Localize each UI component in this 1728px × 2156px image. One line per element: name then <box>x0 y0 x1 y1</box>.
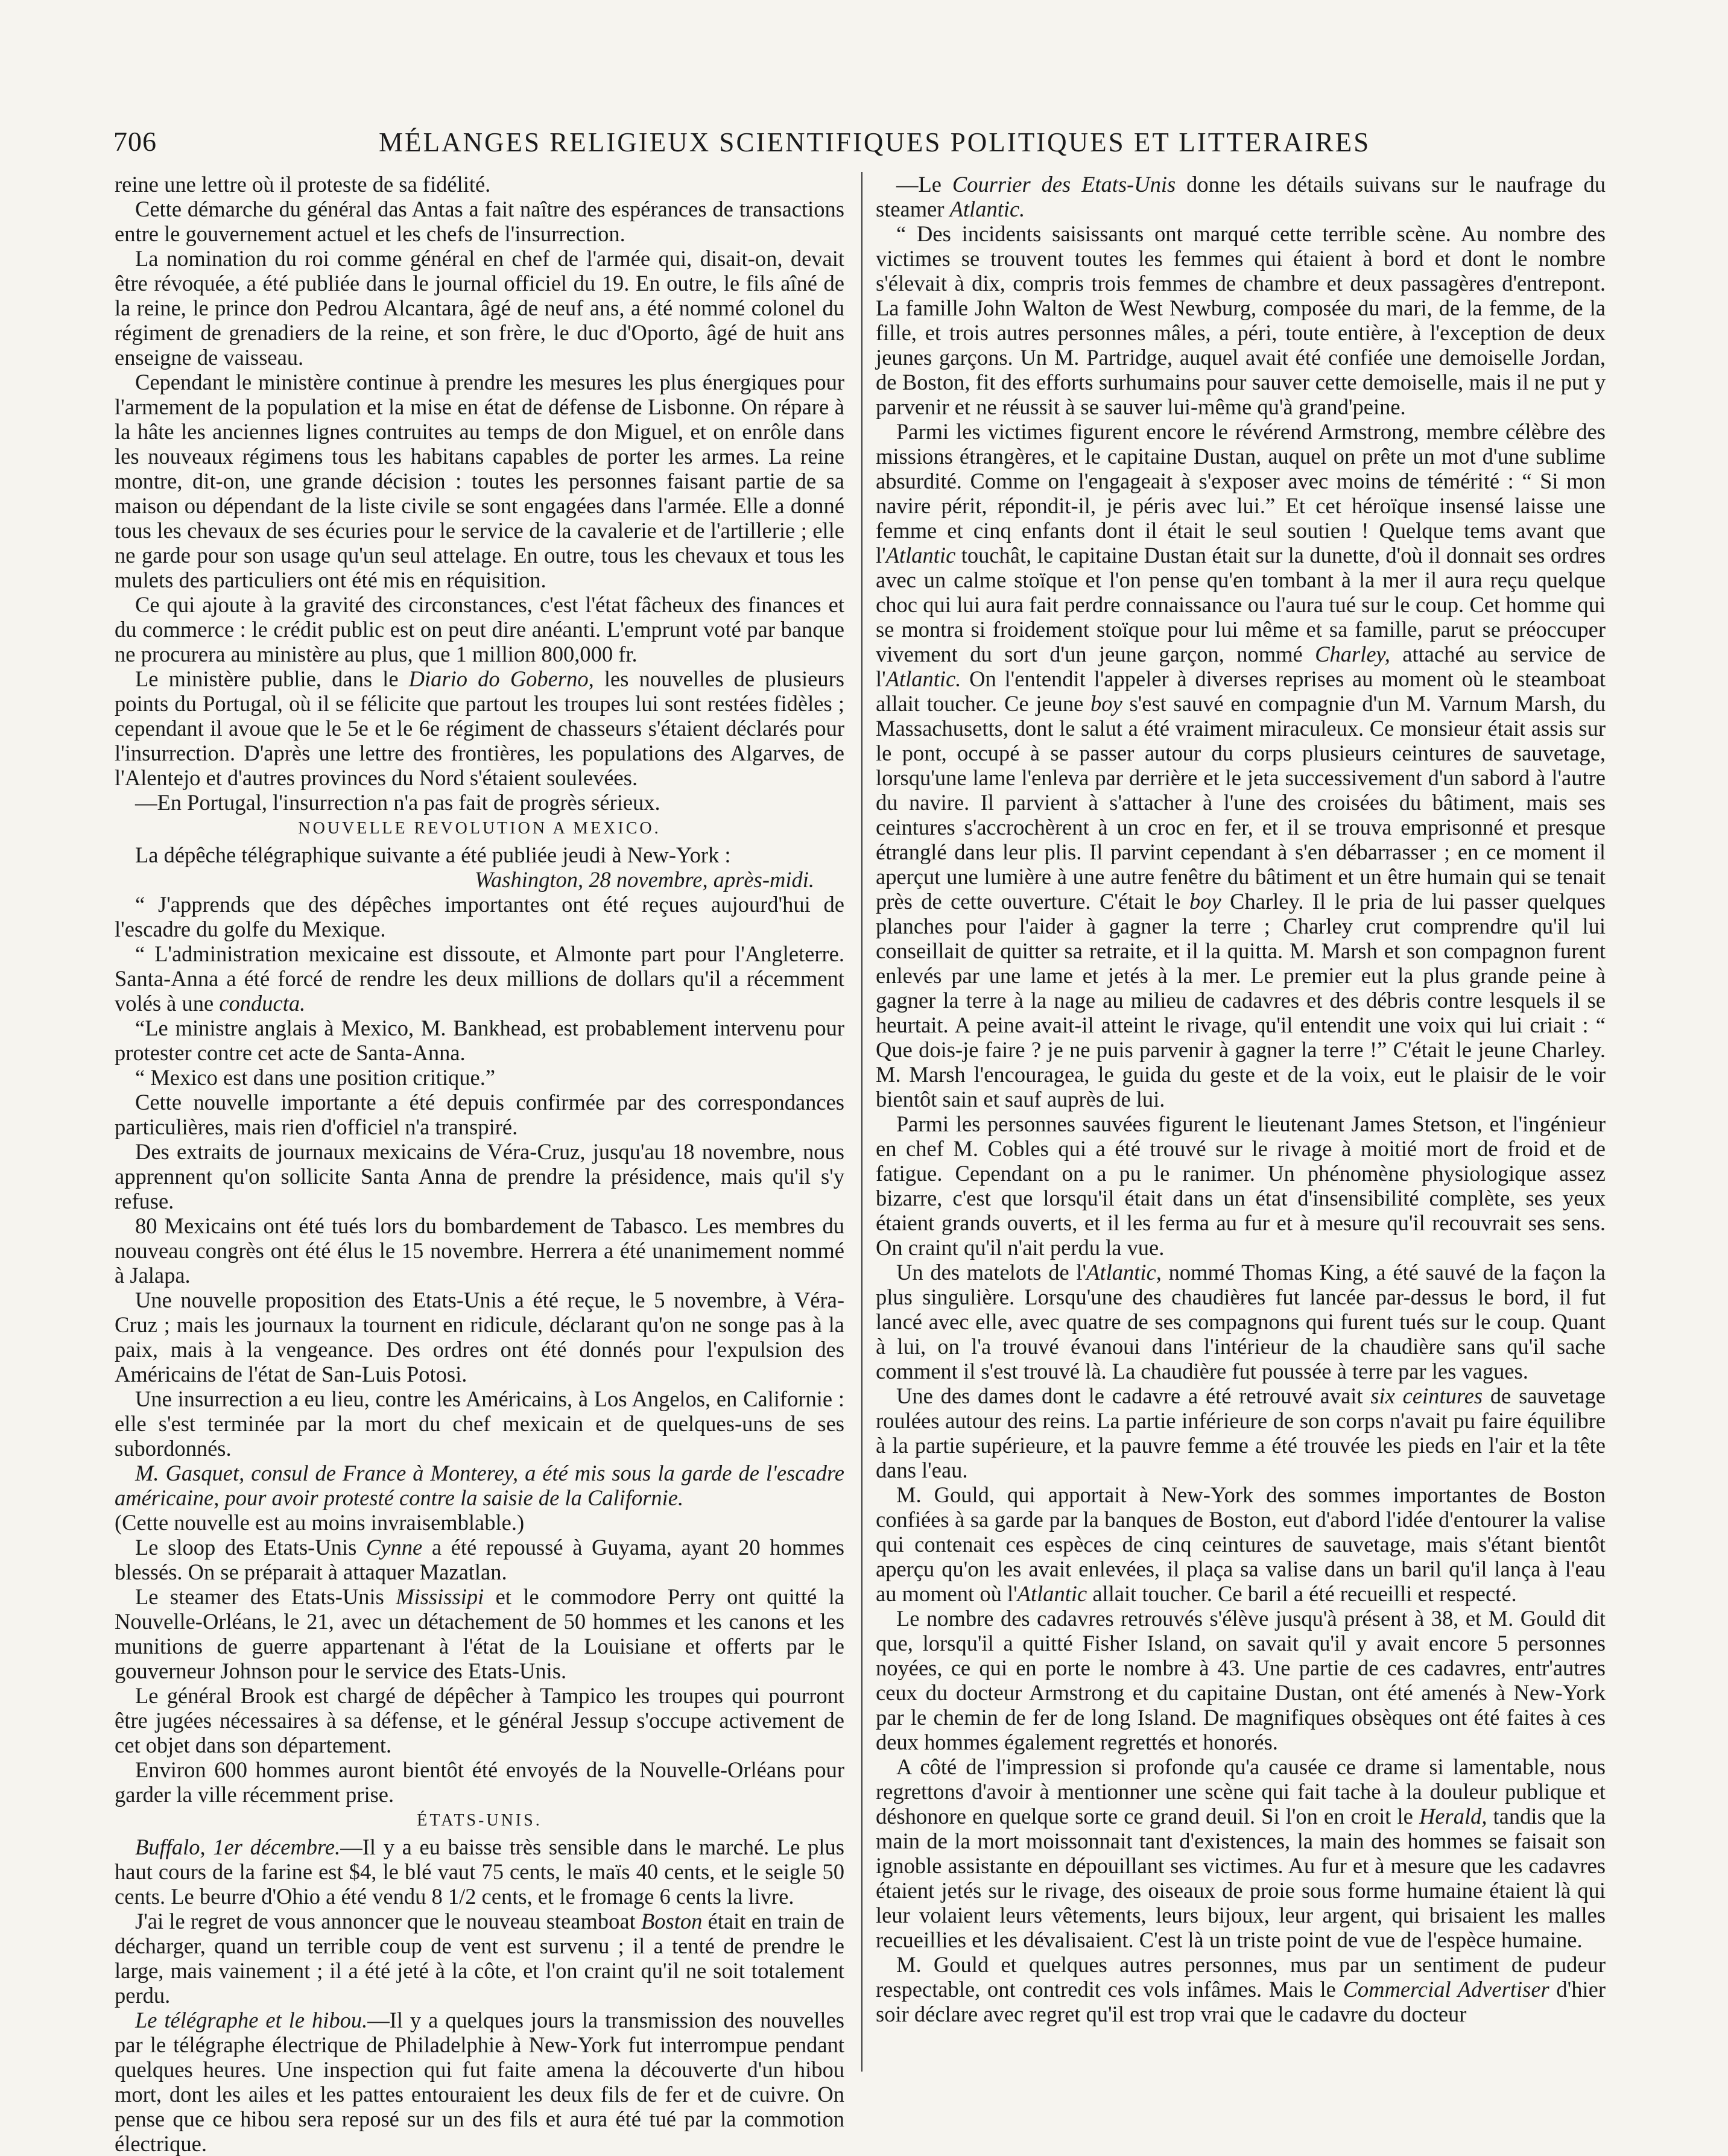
running-title: MÉLANGES RELIGIEUX SCIENTIFIQUES POLITIQUES ET LITTERAIRES <box>379 127 1371 157</box>
left-column <box>115 172 845 2156</box>
paragraph: (Cette nouvelle est au moins invraisemblable.) <box>115 1510 525 1535</box>
paragraph: Cette démarche du général das Antas a fait naître des espérances de transactions entre le gouvernement actuel et les chefs de l'insurrection. <box>115 197 844 246</box>
paragraph: “Le ministre anglais à Mexico, M. Bankhead, est probablement intervenu pour protester contre cet acte de Santa-Anna. <box>115 1016 844 1065</box>
paragraph: Des extraits de journaux mexicains de Véra-Cruz, jusqu'au 18 novembre, nous apprennent qu'on sollicite Santa Anna de prendre la présidence, mais qu'il s'y refuse. <box>115 1139 844 1213</box>
paragraph: Parmi les victimes figurent encore le révérend Armstrong, membre célèbre des missions étrangères, et le capitaine Dustan, auquel on prête un mot d'une sublime absurdité. Comme on l'engageait à s'exposer avec moins de témérité : “ Si mon navire périt, répondit-il, je péris avec lui.” Et cet héroïque insensé laisse une femme et cinq enfants dont il était le seul soutien ! Quelque tems avant que l'Atlantic touchât, le capitaine Dustan était sur la dunette, d'où il donnait ses ordres avec un calme stoïque et l'on pense qu'en tombant à la mer il aura reçu quelque choc qui lui aura fait perdre connaissance ou l'aura tué sur le coup. Cet homme qui se montra si froidement stoïque pour lui même et sa famille, parut se préoccuper vivement du sort d'un jeune garçon, nommé Charley, attaché au service de l'Atlantic. On l'entendit l'appeler à diverses reprises au moment où le steamboat allait toucher. Ce jeune boy s'est sauvé en compagnie d'un M. Varnum Marsh, du Massachusetts, dont le salut a été vraiment miraculeux. Ce monsieur était assis sur le pont, occupé à se passer autour du corps plusieurs ceintures de sauvetage, lorsqu'une lame l'enleva par derrière et le jeta successivement d'un sabord à l'autre du navire. Il parvient à s'attacher à l'une des croisées du bâtiment, mais ses ceintures s'accrochèrent à un croc en fer, et il se trouva emprisonné et presque étranglé dans leur plis. Il parvint cependant à s'en débarrasser ; en ce moment il aperçut une lumière à une autre fenêtre du bâtiment et un être humain qui se tenait près de cette ouverture. C'était le boy Charley. Il le pria de lui passer quelques planches pour l'aider à gagner la terre ; Charley crut comprendre qu'il lui conseillait de quitter sa retraite, et il la quitta. M. Marsh et son compagnon furent enlevés par une lame et jetés à la mer. Le premier eut la plus grande peine à gagner la terre à la nage au milieu de cadavres et des débris contre lesquels il se heurtait. A peine avait-il atteint le rivage, qu'il entendit une voix qui lui criait : “ Que dois-je faire ? je ne puis parvenir à gagner la terre !” C'était le jeune Charley. M. Marsh l'encouragea, le guida du geste et de la voix, eut le plaisir de le voir bientôt sain et sauf auprès de lui. <box>876 419 1606 1111</box>
paragraph: Le télégraphe et le hibou.—Il y a quelques jours la transmission des nouvelles par le télégraphe électrique de Philadelphie à New-York fut interrompue pendant quelques heures. Une inspection qui fut faite amena la découverte d'un hibou mort, dont les ailes et les pattes entouraient les deux fils de fer et de cuivre. On pense que ce hibou sera reposé sur un des fils et aura été tué par la commotion électrique. <box>115 2008 844 2156</box>
paragraph: Le nombre des cadavres retrouvés s'élève jusqu'à présent à 38, et M. Gould dit que, lorsqu'il a quitté Fisher Island, on savait qu'il y avait encore 5 personnes noyées, ce qui en porte le nombre à 43. Une partie de ces cadavres, entr'autres ceux du docteur Armstrong et du capitaine Dustan, ont été amenés à New-York par le chemin de fer de long Island. De magnifiques obsèques ont été faites à ces deux hommes également regrettés et honorés. <box>876 1606 1606 1754</box>
paragraph: “ Des incidents saisissants ont marqué cette terrible scène. Au nombre des victimes se trouvent toutes les femmes qui étaient à bord et dont le nombre s'élevait à dix, compris trois femmes de chambre et deux passagères d'entrepont. La famille John Walton de West Newburg, composée du mari, de la femme, de la fille, et trois autres personnes mâles, a péri, toute entière, à l'exception de deux jeunes garçons. Un M. Partridge, auquel avait été confiée une demoiselle Jordan, de Boston, fit des efforts surhumains pour sauver cette demoiselle, mais il ne put y parvenir et ne réussit à se sauver lui-même qu'à grand'peine. <box>876 221 1606 419</box>
paragraph: Le steamer des Etats-Unis Mississipi et le commodore Perry ont quitté la Nouvelle-Orléans, le 21, avec un détachement de 50 hommes et les canons et les munitions de guerre appartenant à l'état de la Louisiane et offerts par le gouverneur Johnson pour le service des Etats-Unis. <box>115 1584 845 1683</box>
dateline: Washington, 28 novembre, après-midi. <box>474 867 814 892</box>
paragraph: Une des dames dont le cadavre a été retrouvé avait six ceintures de sauvetage roulées autour des reins. La partie inférieure de son corps n'avait pu faire équilibre à la partie supérieure, et la pauvre femme a été trouvée les pieds en l'air et la tête dans l'eau. <box>876 1383 1606 1482</box>
paragraph: Un des matelots de l'Atlantic, nommé Thomas King, a été sauvé de la façon la plus singulière. Lorsqu'une des chaudières fut lancée par-dessus le bord, il fut lancé avec elle, avec quatre de ses compagnons qui furent tués sur le coup. Quant à lui, on l'a trouvé évanoui dans l'intérieur de la chaudière sans qu'il sache comment il s'est trouvé là. La chaudière fut poussée à terre par les vagues. <box>876 1260 1606 1383</box>
paragraph: reine une lettre où il proteste de sa fidélité. <box>115 172 491 197</box>
paragraph: La nomination du roi comme général en chef de l'armée qui, disait-on, devait être révoquée, a été publiée dans le journal officiel du 19. En outre, le fils aîné de la reine, le prince don Pedrou Alcantara, âgé de neuf ans, a été nommé colonel du régiment de grenadiers de la reine, et son frère, le duc d'Oporto, âgé de huit ans enseigne de vaisseau. <box>115 246 844 370</box>
paragraph: J'ai le regret de vous annoncer que le nouveau steamboat Boston était en train de décharger, quand un terrible coup de vent est survenu ; il a tenté de prendre le large, mais vainement ; il a été jeté à la côte, et l'on craint qu'il ne soit totalement perdu. <box>115 1909 844 2008</box>
paragraph: La dépêche télégraphique suivante a été publiée jeudi à New-York : <box>135 842 731 867</box>
paragraph: A côté de l'impression si profonde qu'a causée ce drame si lamentable, nous regrettons d'avoir à mentionner une scène qui fait tache à la douleur publique et déshonore en quelque sorte ce grand deuil. Si l'on en croit le Herald, tandis que la main de la mort moissonnait tant d'existences, la main des hommes se faisait son ignoble assistante en dépouillant ses victimes. Au fur et à mesure que les cadavres étaient jetés sur le rivage, des oiseaux de proie sous forme humaine étaient là qui leur volaient leurs vêtements, leurs bijoux, leur argent, qui brisaient les malles recueillies et les dévalisaient. C'est là un triste point de vue de l'espèce humaine. <box>876 1754 1606 1952</box>
paragraph: Le ministère publie, dans le Diario do Goberno, les nouvelles de plusieurs points du Portugal, où il se félicite que partout les troupes lui sont restées fidèles ; cependant il avoue que le 5e et le 6e régiment de chasseurs s'étaient déclarés pour l'insurrection. D'après une lettre des frontières, les populations des Algarves, de l'Alentejo et d'autres provinces du Nord s'étaient soulevées. <box>115 666 844 790</box>
paragraph: 80 Mexicains ont été tués lors du bombardement de Tabasco. Les membres du nouveau congrès ont été élus le 15 novembre. Herrera a été unanimement nommé à Jalapa. <box>115 1213 844 1288</box>
paragraph: Le général Brook est chargé de dépêcher à Tampico les troupes qui pourront être jugées nécessaires à sa défense, et le général Jessup s'occupe activement de cet objet dans son département. <box>115 1683 844 1757</box>
paragraph: M. Gould et quelques autres personnes, mus par un sentiment de pudeur respectable, ont contredit ces vols infâmes. Mais le Commercial Advertiser d'hier soir déclare avec regret qu'il est trop vrai que le cadavre du docteur <box>876 1952 1606 2026</box>
paragraph: “ Mexico est dans une position critique.” <box>135 1065 496 1090</box>
paragraph: M. Gasquet, consul de France à Monterey, a été mis sous la garde de l'escadre américaine, pour avoir protesté contre la saisie de la Californie. <box>115 1461 844 1510</box>
paragraph: —Le Courrier des Etats-Unis donne les détails suivans sur le naufrage du steamer Atlantic. <box>876 172 1606 221</box>
paragraph: Parmi les personnes sauvées figurent le lieutenant James Stetson, et l'ingénieur en chef M. Cobles qui a été trouvé sur le rivage à moitié mort de froid et de fatigue. Cependant on a pu le ranimer. Un phénomène physiologique assez bizarre, c'est que lorsqu'il était dans un état d'insensibilité complète, ses yeux étaient grands ouverts, et il les ferma au fur et à mesure qu'il recouvrait ses sens. On craint qu'il n'ait perdu la vue. <box>876 1111 1606 1260</box>
section-heading: NOUVELLE REVOLUTION A MEXICO. <box>298 819 661 838</box>
paragraph: Une nouvelle proposition des Etats-Unis a été reçue, le 5 novembre, à Véra-Cruz ; mais les journaux la tournent en ridicule, déclarant qu'on ne songe pas à la paix, mais à la vengeance. Des ordres ont été donnés pour l'expulsion des Américains de l'état de San-Luis Potosi. <box>115 1288 844 1386</box>
paragraph: M. Gould, qui apportait à New-York des sommes importantes de Boston confiées à sa garde par la banques de Boston, eut d'abord l'idée d'entourer la valise qui contenait ces espèces de cinq ceintures de sauvetage, mais s'étant bientôt aperçu qu'on les avait enlevées, il plaça sa valise dans un baril qu'il lança à l'eau au moment où l'Atlantic allait toucher. Ce baril a été recueilli et respecté. <box>876 1482 1606 1606</box>
paragraph: Buffalo, 1er décembre.—Il y a eu baisse très sensible dans le marché. Le plus haut cours de la farine est $4, le blé vaut 75 cents, le maïs 40 cents, et le seigle 50 cents. Le beurre d'Ohio a été vendu 8 1/2 cents, et le fromage 6 cents la livre. <box>115 1835 844 1909</box>
column-divider <box>861 172 862 2072</box>
paragraph: Cependant le ministère continue à prendre les mesures les plus énergiques pour l'armement de la population et la mise en état de défense de Lisbonne. On répare à la hâte les anciennes lignes contruites au temps de don Miguel, et on enrôle dans les nouveaux régimens tous les habitans capables de porter les armes. La reine montre, dit-on, une grande décision : toutes les personnes faisant partie de sa maison ou dépendant de la liste civile se sont engagées dans l'armée. Elle a donné tous les chevaux de ses écuries pour le service de la cavalerie et de l'artillerie ; elle ne garde pour son usage qu'un seul attelage. En outre, tous les chevaux et tous les mulets des particuliers ont été mis en réquisition. <box>115 370 844 592</box>
paragraph: Ce qui ajoute à la gravité des circonstances, c'est l'état fâcheux des finances et du commerce : le crédit public est on peut dire anéanti. L'emprunt voté par banque ne procurera au ministère au plus, que 1 million 800,000 fr. <box>115 592 844 666</box>
paragraph: Une insurrection a eu lieu, contre les Américains, à Los Angelos, en Californie : elle s'est terminée par la mort du chef mexicain et de quelques-uns de ses subordonnés. <box>115 1386 844 1461</box>
paragraph: “ L'administration mexicaine est dissoute, et Almonte part pour l'Angleterre. Santa-Anna a été forcé de rendre les deux millions de dollars qu'il a récemment volés à une conducta. <box>115 941 844 1016</box>
paragraph: “ J'apprends que des dépêches importantes ont été reçues aujourd'hui de l'escadre du golfe du Mexique. <box>115 892 844 941</box>
section-heading: ÉTATS-UNIS. <box>417 1811 542 1830</box>
paragraph: —En Portugal, l'insurrection n'a pas fait de progrès sérieux. <box>135 790 660 815</box>
page-number: 706 <box>113 126 157 157</box>
right-column <box>876 172 1606 2072</box>
page-header <box>113 125 1613 168</box>
paragraph: Environ 600 hommes auront bientôt été envoyés de la Nouvelle-Orléans pour garder la ville récemment prise. <box>115 1757 844 1807</box>
paragraph: Cette nouvelle importante a été depuis confirmée par des correspondances particulières, mais rien d'officiel n'a transpiré. <box>115 1090 844 1139</box>
paragraph: Le sloop des Etats-Unis Cynne a été repoussé à Guyama, ayant 20 hommes blessés. On se préparait à attaquer Mazatlan. <box>115 1535 844 1584</box>
